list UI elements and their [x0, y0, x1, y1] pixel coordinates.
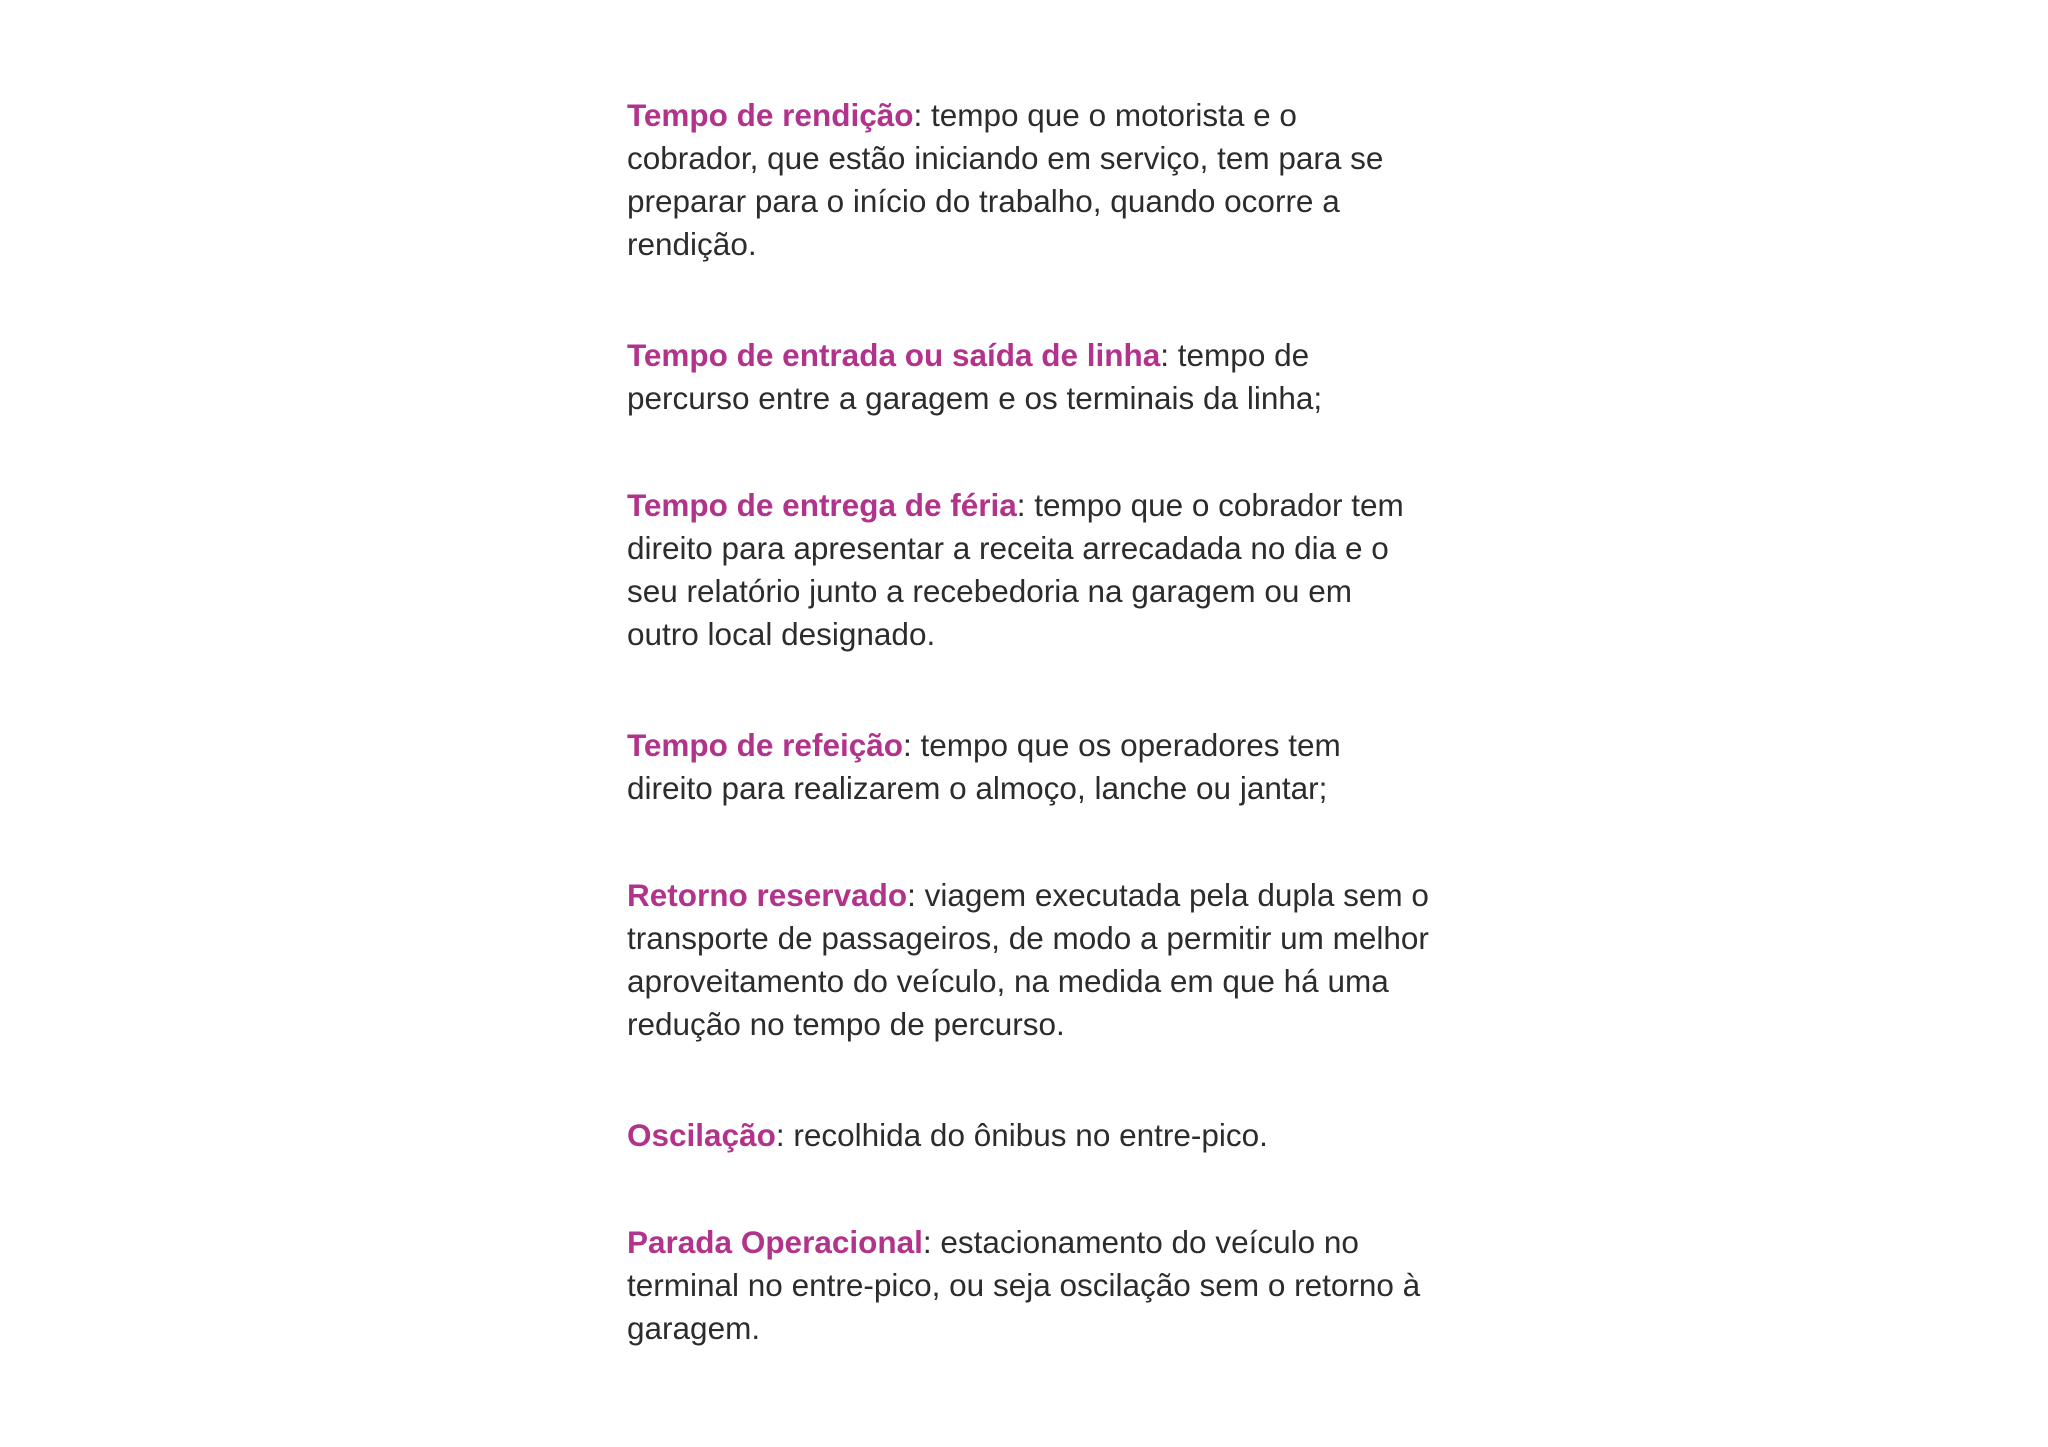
- glossary-term: Tempo de rendição: [627, 97, 914, 133]
- glossary-entry-tempo-de-rendicao: [627, 94, 1437, 266]
- glossary-entry-tempo-de-entrada-ou-saida: [627, 334, 1417, 420]
- glossary-definition: : recolhida do ônibus no entre-pico.: [775, 1117, 1268, 1153]
- glossary-entry-oscilacao: [627, 1114, 1447, 1157]
- glossary-term: Parada Operacional: [627, 1224, 923, 1260]
- glossary-term: Oscilação: [627, 1117, 776, 1153]
- glossary-definition: : tempo de percurso entre a garagem e os terminais da linha;: [627, 337, 1323, 416]
- glossary-term: Tempo de entrega de féria: [627, 487, 1017, 523]
- glossary-definition: : tempo que os operadores tem direito para realizarem o almoço, lanche ou jantar;: [627, 727, 1341, 806]
- glossary-entry-tempo-de-refeicao: [627, 724, 1417, 810]
- glossary-entry-parada-operacional: [627, 1221, 1427, 1350]
- glossary-entry-retorno-reservado: [627, 874, 1447, 1046]
- glossary-entry-tempo-de-entrega-de-feria: [627, 484, 1417, 656]
- glossary-term: Retorno reservado: [627, 877, 908, 913]
- glossary-term: Tempo de entrada ou saída de linha: [627, 337, 1161, 373]
- glossary-definition: : viagem executada pela dupla sem o transporte de passageiros, de modo a permitir um melhor aproveitamento do veículo, na medida em que há uma redução no tempo de percurso.: [627, 877, 1429, 1042]
- glossary: [627, 94, 1467, 1350]
- glossary-definition: : tempo que o cobrador tem direito para apresentar a receita arrecadada no dia e o seu relatório junto a recebedoria na garagem ou em outro local designado.: [627, 487, 1404, 652]
- glossary-definition: : tempo que o motorista e o cobrador, que estão iniciando em serviço, tem para se preparar para o início do trabalho, quando ocorre a rendição.: [627, 97, 1384, 262]
- glossary-definition: : estacionamento do veículo no terminal no entre-pico, ou seja oscilação sem o retorno à garagem.: [627, 1224, 1421, 1346]
- glossary-term: Tempo de refeição: [627, 727, 903, 763]
